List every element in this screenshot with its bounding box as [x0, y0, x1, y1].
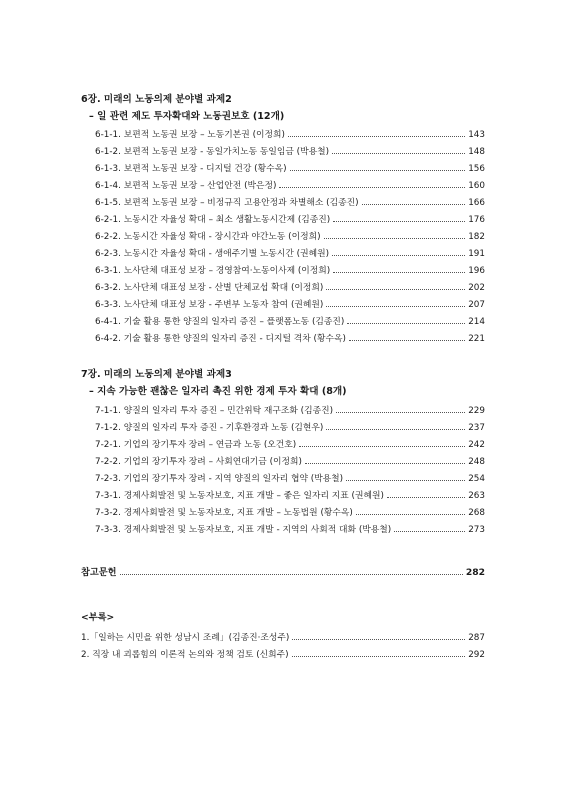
- dot-leader: [332, 145, 465, 154]
- dot-leader: [362, 196, 466, 205]
- entry-page: 263: [468, 491, 485, 501]
- dot-leader: [290, 162, 466, 171]
- dot-leader: [326, 281, 465, 290]
- entry-page: 207: [468, 300, 485, 310]
- bibliography-title: 참고문헌: [81, 567, 117, 578]
- entry-title: 7-2-1. 기업의 장기투자 장려 – 연금과 노동 (오건호): [95, 440, 297, 450]
- entry-page: 237: [468, 423, 485, 433]
- toc-entry[interactable]: [95, 196, 485, 209]
- dot-leader: [356, 506, 465, 515]
- entry-title: 7-2-3. 기업의 장기투자 장려 - 지역 양질의 일자리 협약 (박용철): [95, 474, 344, 484]
- appendix-entry[interactable]: [81, 648, 485, 661]
- appendix-title: <부록>: [81, 612, 115, 623]
- toc-entry[interactable]: [95, 332, 485, 345]
- entry-page: 148: [468, 147, 485, 157]
- toc-entry[interactable]: [95, 523, 485, 536]
- entry-page: 143: [468, 130, 485, 140]
- entry-title: 6-3-1. 노사단체 대표성 보장 – 경영참여·노동이사제 (이정희): [95, 266, 331, 276]
- entry-page: 196: [468, 266, 485, 276]
- entry-page: 160: [468, 181, 485, 191]
- toc-entry[interactable]: [95, 213, 485, 226]
- toc-entry[interactable]: [95, 145, 485, 158]
- entry-title: 1.「일하는 시민을 위한 성남시 조례」(김종진·조성주): [81, 633, 290, 643]
- entry-title: 7-3-1. 경제사회발전 및 노동자보호, 지표 개발 – 좋은 일자리 지표 (권혜원): [95, 491, 384, 501]
- toc-entry[interactable]: [95, 298, 485, 311]
- dot-leader: [326, 298, 465, 307]
- entry-page: 221: [468, 334, 485, 344]
- toc-entry[interactable]: [95, 421, 485, 434]
- entry-title: 6-2-1. 노동시간 자율성 확대 – 최소 생활노동시간제 (김종진): [95, 215, 331, 225]
- entry-title: 6-4-2. 기술 활용 통한 양질의 일자리 증진 - 디지털 격차 (황수옥): [95, 334, 346, 344]
- dot-leader: [299, 438, 465, 447]
- dot-leader: [288, 128, 465, 137]
- entry-page: 166: [468, 198, 485, 208]
- toc-entry[interactable]: [95, 281, 485, 294]
- dot-leader: [332, 247, 465, 256]
- entry-title: 7-3-2. 경제사회발전 및 노동자보호, 지표 개발 – 노동법원 (황수옥): [95, 508, 353, 518]
- entry-page: 242: [468, 440, 485, 450]
- dot-leader: [394, 523, 465, 532]
- dot-leader: [324, 230, 466, 239]
- toc-entry[interactable]: [95, 230, 485, 243]
- dot-leader: [292, 648, 466, 657]
- dot-leader: [279, 179, 465, 188]
- dot-leader: [387, 489, 465, 498]
- dot-leader: [120, 566, 463, 575]
- entry-title: 6-3-3. 노사단체 대표성 보장 - 주변부 노동자 참여 (권혜원): [95, 300, 324, 310]
- toc-entry[interactable]: [95, 438, 485, 451]
- entry-title: 7-2-2. 기업의 장기투자 장려 – 사회연대기금 (이정희): [95, 457, 302, 467]
- entry-title: 6-1-1. 보편적 노동권 보장 – 노동기본권 (이정희): [95, 130, 285, 140]
- dot-leader: [349, 332, 465, 341]
- bibliography-page: 282: [465, 567, 485, 578]
- toc-entry[interactable]: [95, 455, 485, 468]
- entry-title: 7-3-3. 경제사회발전 및 노동자보호, 지표 개발 - 지역의 사회적 대화 (박용철): [95, 525, 392, 535]
- toc-entry[interactable]: [95, 489, 485, 502]
- toc-entry[interactable]: [95, 404, 485, 417]
- dot-leader: [326, 421, 465, 430]
- entry-page: 287: [468, 633, 485, 643]
- entry-page: 268: [468, 508, 485, 518]
- entry-title: 7-1-2. 양질의 일자리 투자 증진 - 기후환경과 노동 (김현우): [95, 423, 324, 433]
- entry-page: 248: [468, 457, 485, 467]
- entry-page: 182: [468, 232, 485, 242]
- entry-page: 202: [468, 283, 485, 293]
- chapter6-title: 6장. 미래의 노동의제 분야별 과제2: [81, 94, 232, 105]
- dot-leader: [346, 472, 465, 481]
- entry-title: 6-3-2. 노사단체 대표성 보장 - 산별 단체교섭 확대 (이정희): [95, 283, 324, 293]
- entry-title: 7-1-1. 양질의 일자리 투자 증진 – 민간위탁 재구조화 (김종진): [95, 406, 334, 416]
- entry-page: 214: [468, 317, 485, 327]
- entry-title: 6-2-3. 노동시간 자율성 확대 - 생애주기별 노동시간 (권혜원): [95, 249, 330, 259]
- dot-leader: [333, 264, 465, 273]
- chapter6-subtitle: – 일 관련 제도 투자확대와 노동권보호 (12개): [89, 111, 285, 122]
- toc-entry[interactable]: [95, 128, 485, 141]
- entry-page: 292: [468, 650, 485, 660]
- toc-entry[interactable]: [95, 472, 485, 485]
- toc-entry[interactable]: [95, 179, 485, 192]
- appendix-entry[interactable]: [81, 631, 485, 644]
- entry-title: 6-2-2. 노동시간 자율성 확대 - 장시간과 야간노동 (이정희): [95, 232, 321, 242]
- entry-title: 6-1-2. 보편적 노동권 보장 - 동일가치노동 동일임금 (박용철): [95, 147, 330, 157]
- chapter7-subtitle: – 지속 가능한 괜찮은 일자리 촉진 위한 경제 투자 확대 (8개): [89, 386, 347, 397]
- entry-page: 156: [468, 164, 485, 174]
- toc-entry[interactable]: [95, 506, 485, 519]
- toc-entry[interactable]: [95, 162, 485, 175]
- dot-leader: [292, 631, 465, 640]
- entry-page: 254: [468, 474, 485, 484]
- toc-entry[interactable]: [95, 315, 485, 328]
- toc-entry[interactable]: [95, 264, 485, 277]
- dot-leader: [305, 455, 465, 464]
- dot-leader: [336, 404, 465, 413]
- entry-title: 6-4-1. 기술 활용 통한 양질의 일자리 증진 – 플랫폼노동 (김종진): [95, 317, 345, 327]
- entry-page: 191: [468, 249, 485, 259]
- entry-page: 176: [468, 215, 485, 225]
- chapter7-title: 7장. 미래의 노동의제 분야별 과제3: [81, 369, 232, 380]
- entry-title: 6-1-3. 보편적 노동권 보장 - 디지털 건강 (황수옥): [95, 164, 287, 174]
- entry-title: 6-1-5. 보편적 노동권 보장 – 비정규직 고용안정과 차별해소 (김종진): [95, 198, 359, 208]
- toc-entry[interactable]: [95, 247, 485, 260]
- entry-title: 6-1-4. 보편적 노동권 보장 – 산업안전 (박은정): [95, 181, 277, 191]
- entry-page: 273: [468, 525, 485, 535]
- bibliography-entry[interactable]: [81, 566, 485, 579]
- entry-title: 2. 직장 내 괴롭힘의 이론적 논의와 정책 검토 (신희주): [81, 650, 289, 660]
- entry-page: 229: [468, 406, 485, 416]
- dot-leader: [333, 213, 465, 222]
- dot-leader: [347, 315, 465, 324]
